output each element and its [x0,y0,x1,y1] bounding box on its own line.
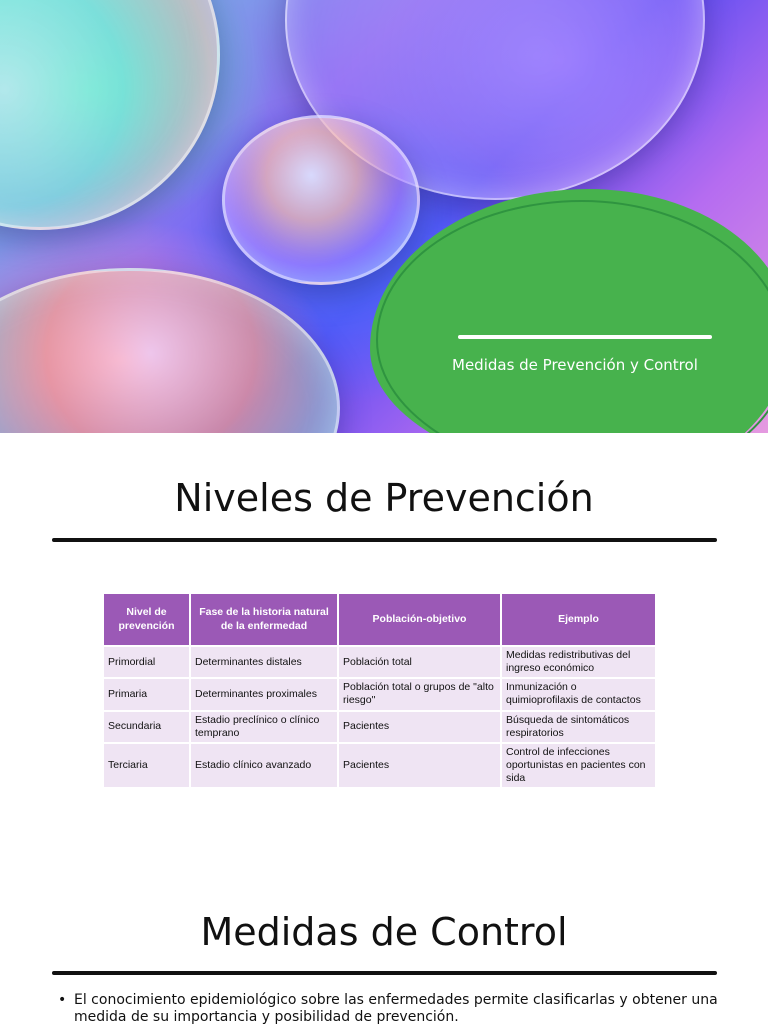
table-cell: Estadio preclínico o clínico temprano [190,711,338,743]
hero-divider [458,335,712,339]
bullet-list [56,992,746,1024]
table-row [104,743,655,787]
table-cell: Medidas redistributivas del ingreso económico [501,646,655,678]
table-cell: Estadio clínico avanzado [190,743,338,787]
table-row [104,646,655,678]
table-cell: Secundaria [104,711,190,743]
table-cell: Primordial [104,646,190,678]
section-divider [52,538,717,542]
table-row [104,678,655,710]
table-cell: Terciaria [104,743,190,787]
table-cell: Pacientes [338,743,501,787]
table-cell: Búsqueda de sintomáticos respiratorios [501,711,655,743]
water-drop [0,0,220,230]
table-cell: Determinantes proximales [190,678,338,710]
table-cell: Pacientes [338,711,501,743]
water-drop [222,115,420,285]
table-header-row [104,594,655,646]
section-title-control: Medidas de Control [200,910,568,954]
table-cell: Control de infecciones oportunistas en pacientes con sida [501,743,655,787]
column-header: Ejemplo [501,594,655,646]
water-drop [0,268,340,433]
column-header: Nivel de prevención [104,594,190,646]
section-title-prevencion: Niveles de Prevención [174,476,594,520]
column-header: Población-objetivo [338,594,501,646]
hero-image [0,0,768,433]
prevention-levels-table [104,594,655,787]
table-row [104,711,655,743]
column-header: Fase de la historia natural de la enfermedad [190,594,338,646]
table-cell: Primaria [104,678,190,710]
table-cell: Población total [338,646,501,678]
hero-subtitle: Medidas de Prevención y Control [452,356,698,374]
section-divider [52,971,717,975]
table-cell: Determinantes distales [190,646,338,678]
table-cell: Población total o grupos de "alto riesgo" [338,678,501,710]
list-item: • El conocimiento epidemiológico sobre las enfermedades permite clasificarlas y obtener una medida de su importancia y posibilidad de prevención. [56,992,746,1024]
table-cell: Inmunización o quimioprofilaxis de contactos [501,678,655,710]
